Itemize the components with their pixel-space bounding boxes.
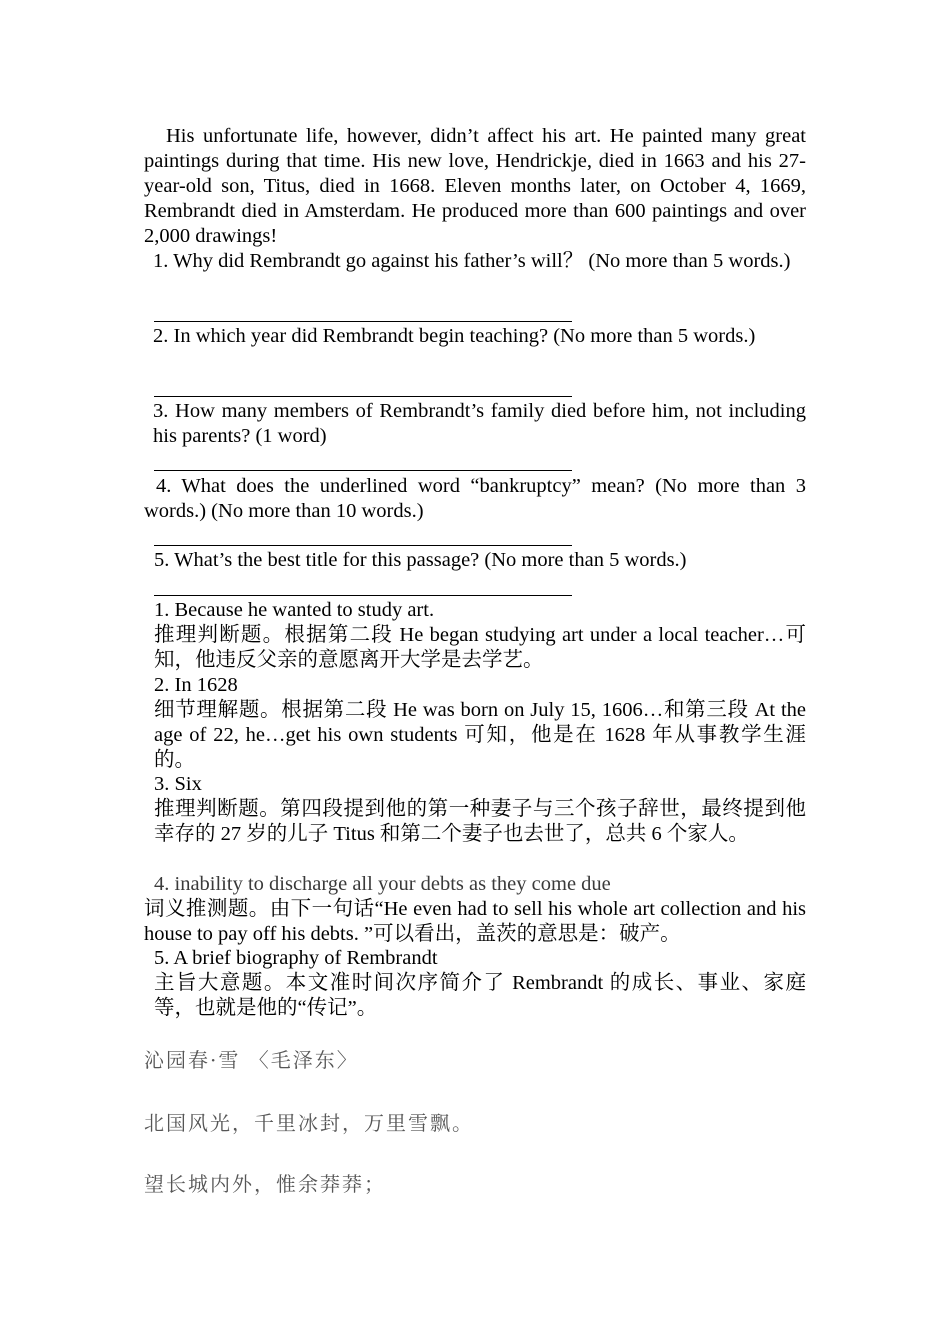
question-3: 3. How many members of Rembrandt’s family died before him, not including his parents? (1 word) [153,400,806,447]
explanation-2: 细节理解题。根据第二段 He was born on July 15, 1606…和第三段 At the age of 22, he…get his own students 可知，他是在 1628 年从事教学生涯的。 [154,699,806,771]
answer-blank-1[interactable] [154,321,572,322]
explanation-1: 推理判断题。根据第二段 He began studying art under a local teacher…可知，他违反父亲的意愿离开大学是去学艺。 [154,624,806,671]
explanation-3: 推理判断题。第四段提到他的第一种妻子与三个孩子辞世，最终提到他幸存的 27 岁的儿子 Titus 和第二个妻子也去世了，总共 6 个家人。 [154,798,806,845]
answer-blank-3[interactable] [154,470,572,471]
poem-title: 沁园春·雪 〈毛泽东〉 [144,1048,359,1072]
answer-blank-4[interactable] [154,545,572,546]
question-1: 1. Why did Rembrandt go against his father’s will？ (No more than 5 words.) [153,250,791,272]
answer-2: 2. In 1628 [154,674,238,696]
answer-4: 4. inability to discharge all your debts as they come due [154,873,611,895]
question-4: 4. What does the underlined word “bankruptcy” mean? (No more than 3 words.) (No more than 10 words.) [144,475,806,522]
answer-blank-5[interactable] [154,595,572,596]
answer-5: 5. A brief biography of Rembrandt [154,947,438,969]
question-5: 5. What’s the best title for this passage? (No more than 5 words.) [154,549,687,571]
passage-paragraph: His unfortunate life, however, didn’t affect his art. He painted many great paintings during that time. His new love, Hendrickje, died in 1663 and his 27-year-old son, Titus, died in 1668. Eleven months later, on October 4, 1669, Rembrandt died in Amsterdam. He produced more than 600 paintings and over 2,000 drawings! [144,125,806,247]
answer-1: 1. Because he wanted to study art. [154,599,435,621]
answer-3: 3. Six [154,773,202,795]
explanation-4: 词义推测题。由下一句话“He even had to sell his whole art collection and his house to pay off his debts. ”可以看出，盖茨的意思是：破产。 [144,898,806,945]
explanation-5: 主旨大意题。本文准时间次序简介了 Rembrandt 的成长、事业、家庭等，也就是他的“传记”。 [154,972,806,1019]
answer-blank-2[interactable] [154,396,572,397]
poem-line-1: 北国风光，千里冰封，万里雪飘。 [144,1111,474,1135]
question-2: 2. In which year did Rembrandt begin teaching? (No more than 5 words.) [153,325,756,347]
poem-line-2: 望长城内外，惟余莽莽； [144,1172,386,1196]
